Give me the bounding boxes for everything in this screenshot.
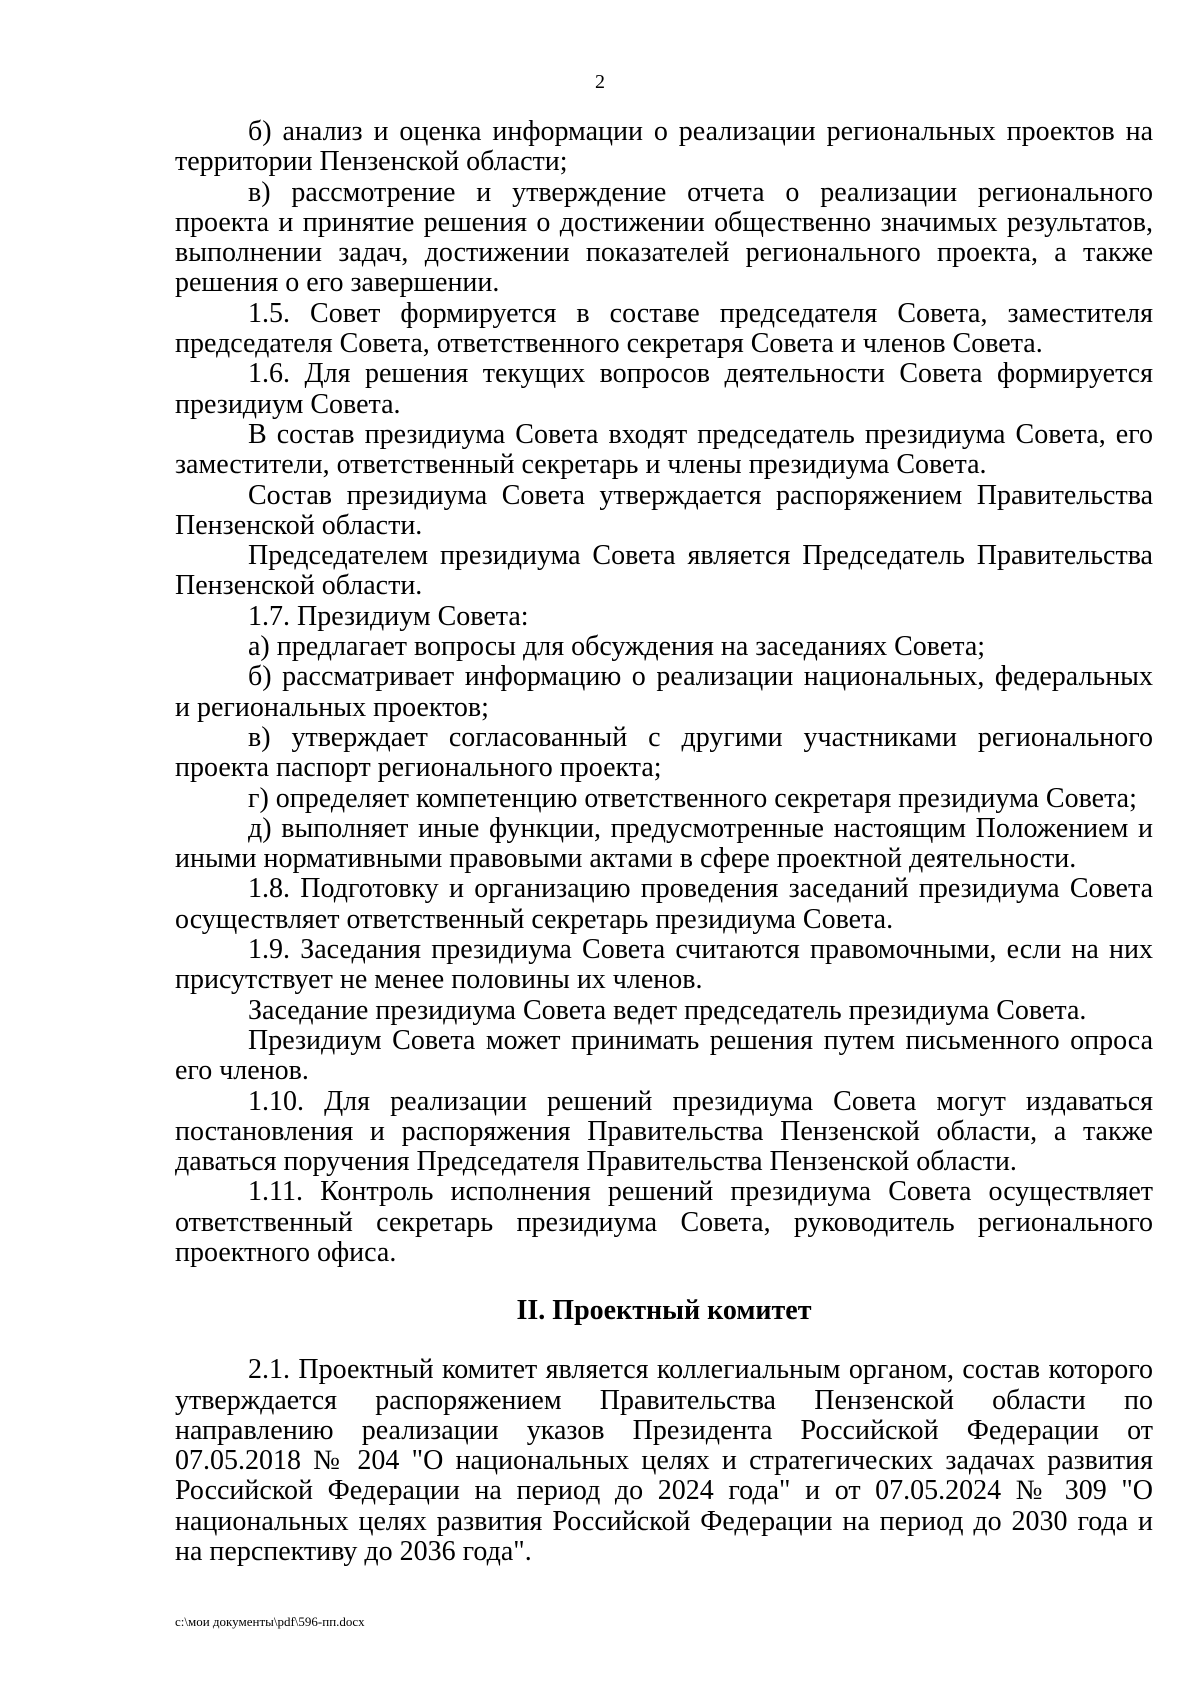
paragraph-2-1: 2.1. Проектный комитет является коллегиальным органом, состав которого утверждается распоряжением Правительства Пензенской области по направлению реализации указов Президента Российской Федерации от 07.05.2018 № 204 "О национальных целях и стратегических задачах развития Российской Федерации на период до 2024 года" и от 07.05.2024 № 309 "О национальных целях развития Российской Федерации на период до 2030 года и на перспективу до 2036 года". <box>175 1354 1153 1568</box>
paragraph-presidium-composition: В состав президиума Совета входят председатель президиума Совета, его заместители, ответственный секретарь и члены президиума Совета. <box>175 418 1153 481</box>
footer-file-path: c:\мои документы\pdf\596-пп.docx <box>175 1614 365 1629</box>
paragraph-1-11: 1.11. Контроль исполнения решений президиума Совета осуществляет ответственный секретарь президиума Совета, руководитель регионального проектного офиса. <box>175 1176 1153 1268</box>
paragraph-meeting-chair: Заседание президиума Совета ведет председатель президиума Совета. <box>248 994 1087 1026</box>
document-body <box>175 117 1153 1567</box>
paragraph-1-8: 1.8. Подготовку и организацию проведения заседаний президиума Совета осуществляет ответственный секретарь президиума Совета. <box>175 873 1153 935</box>
paragraph-item-b-analysis: б) анализ и оценка информации о реализации региональных проектов на территории Пензенской области; <box>175 116 1153 178</box>
paragraph-1-7-a: а) предлагает вопросы для обсуждения на заседаниях Совета; <box>248 631 986 663</box>
paragraph-1-7-b: б) рассматривает информацию о реализации национальных, федеральных и региональных проектов; <box>175 661 1153 723</box>
paragraph-1-9: 1.9. Заседания президиума Совета считаются правомочными, если на них присутствует не менее половины их членов. <box>175 934 1153 996</box>
paragraph-1-6: 1.6. Для решения текущих вопросов деятельности Совета формируется президиум Совета. <box>175 358 1153 420</box>
paragraph-presidium-approval: Состав президиума Совета утверждается распоряжением Правительства Пензенской области. <box>175 479 1153 541</box>
paragraph-written-poll: Президиум Совета может принимать решения путем письменного опроса его членов. <box>175 1024 1153 1087</box>
page-number: 2 <box>595 71 605 93</box>
paragraph-1-7-d: д) выполняет иные функции, предусмотренные настоящим Положением и иными нормативными правовыми актами в сфере проектной деятельности. <box>175 812 1153 875</box>
paragraph-1-7-v: в) утверждает согласованный с другими участниками регионального проекта паспорт регионального проекта; <box>175 721 1153 784</box>
paragraph-1-10: 1.10. Для реализации решений президиума Совета могут издаваться постановления и распоряжения Правительства Пензенской области, а также даваться поручения Председателя Правительства Пензенской области. <box>175 1085 1153 1178</box>
paragraph-presidium-chair: Председателем президиума Совета является Председатель Правительства Пензенской области. <box>175 540 1153 602</box>
section-heading: II. Проектный комитет <box>516 1295 812 1327</box>
paragraph-item-v-report-review: в) рассмотрение и утверждение отчета о реализации регионального проекта и принятие решения о достижении общественно значимых результатов, выполнении задач, достижении показателей регионального проекта, а также решения о его завершении. <box>175 176 1153 299</box>
paragraph-1-7: 1.7. Президиум Совета: <box>248 600 529 632</box>
paragraph-1-7-g: г) определяет компетенцию ответственного секретаря президиума Совета; <box>248 782 1137 814</box>
paragraph-1-5: 1.5. Совет формируется в составе председателя Совета, заместителя председателя Совета, ответственного секретаря Совета и членов Совета. <box>175 297 1153 360</box>
